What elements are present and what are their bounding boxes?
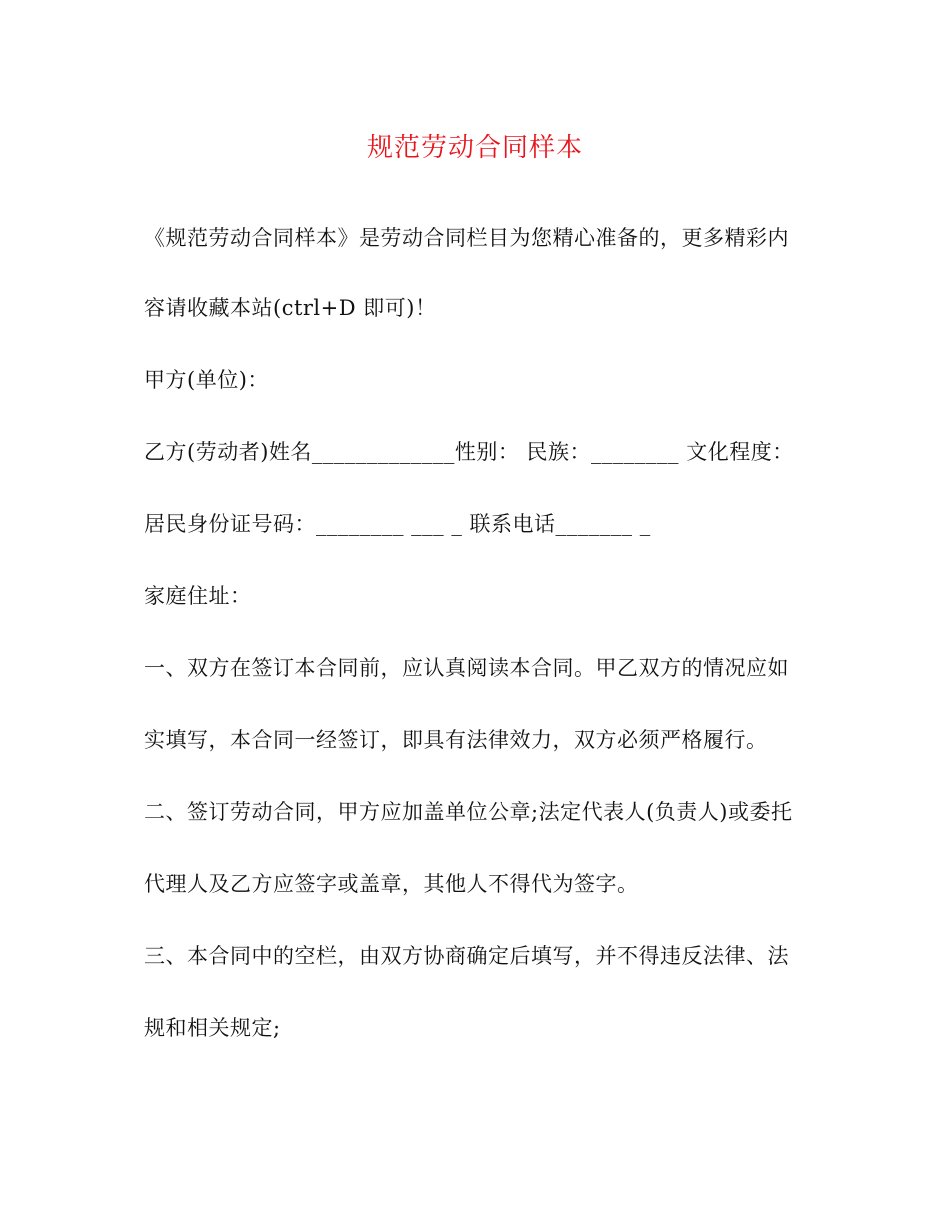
party-b-line: 乙方(劳动者)姓名_____________性别： 民族：________ 文化程度： bbox=[144, 440, 794, 464]
party-a-line: 甲方(单位)： bbox=[144, 368, 269, 392]
intro-line-2: 容请收藏本站(ctrl+D 即可)！ bbox=[144, 296, 437, 320]
address-line: 家庭住址： bbox=[144, 584, 252, 608]
clause-1-line-2: 实填写，本合同一经签订，即具有法律效力，双方必须严格履行。 bbox=[144, 728, 768, 752]
clause-1-line-1: 一、双方在签订本合同前，应认真阅读本合同。甲乙双方的情况应如 bbox=[144, 656, 789, 680]
clause-3-line-1: 三、本合同中的空栏，由双方协商确定后填写，并不得违反法律、法 bbox=[144, 944, 789, 968]
clause-2-line-2: 代理人及乙方应签字或盖章，其他人不得代为签字。 bbox=[144, 872, 639, 896]
intro-line-1: 《规范劳动合同样本》是劳动合同栏目为您精心准备的，更多精彩内 bbox=[144, 226, 789, 250]
id-phone-line: 居民身份证号码：________ ___ _ 联系电话_______ _ bbox=[144, 512, 651, 536]
document-title: 规范劳动合同样本 bbox=[366, 133, 583, 163]
clause-2-line-1: 二、签订劳动合同，甲方应加盖单位公章;法定代表人(负责人)或委托 bbox=[144, 800, 793, 824]
clause-3-line-2: 规和相关规定; bbox=[144, 1016, 281, 1040]
